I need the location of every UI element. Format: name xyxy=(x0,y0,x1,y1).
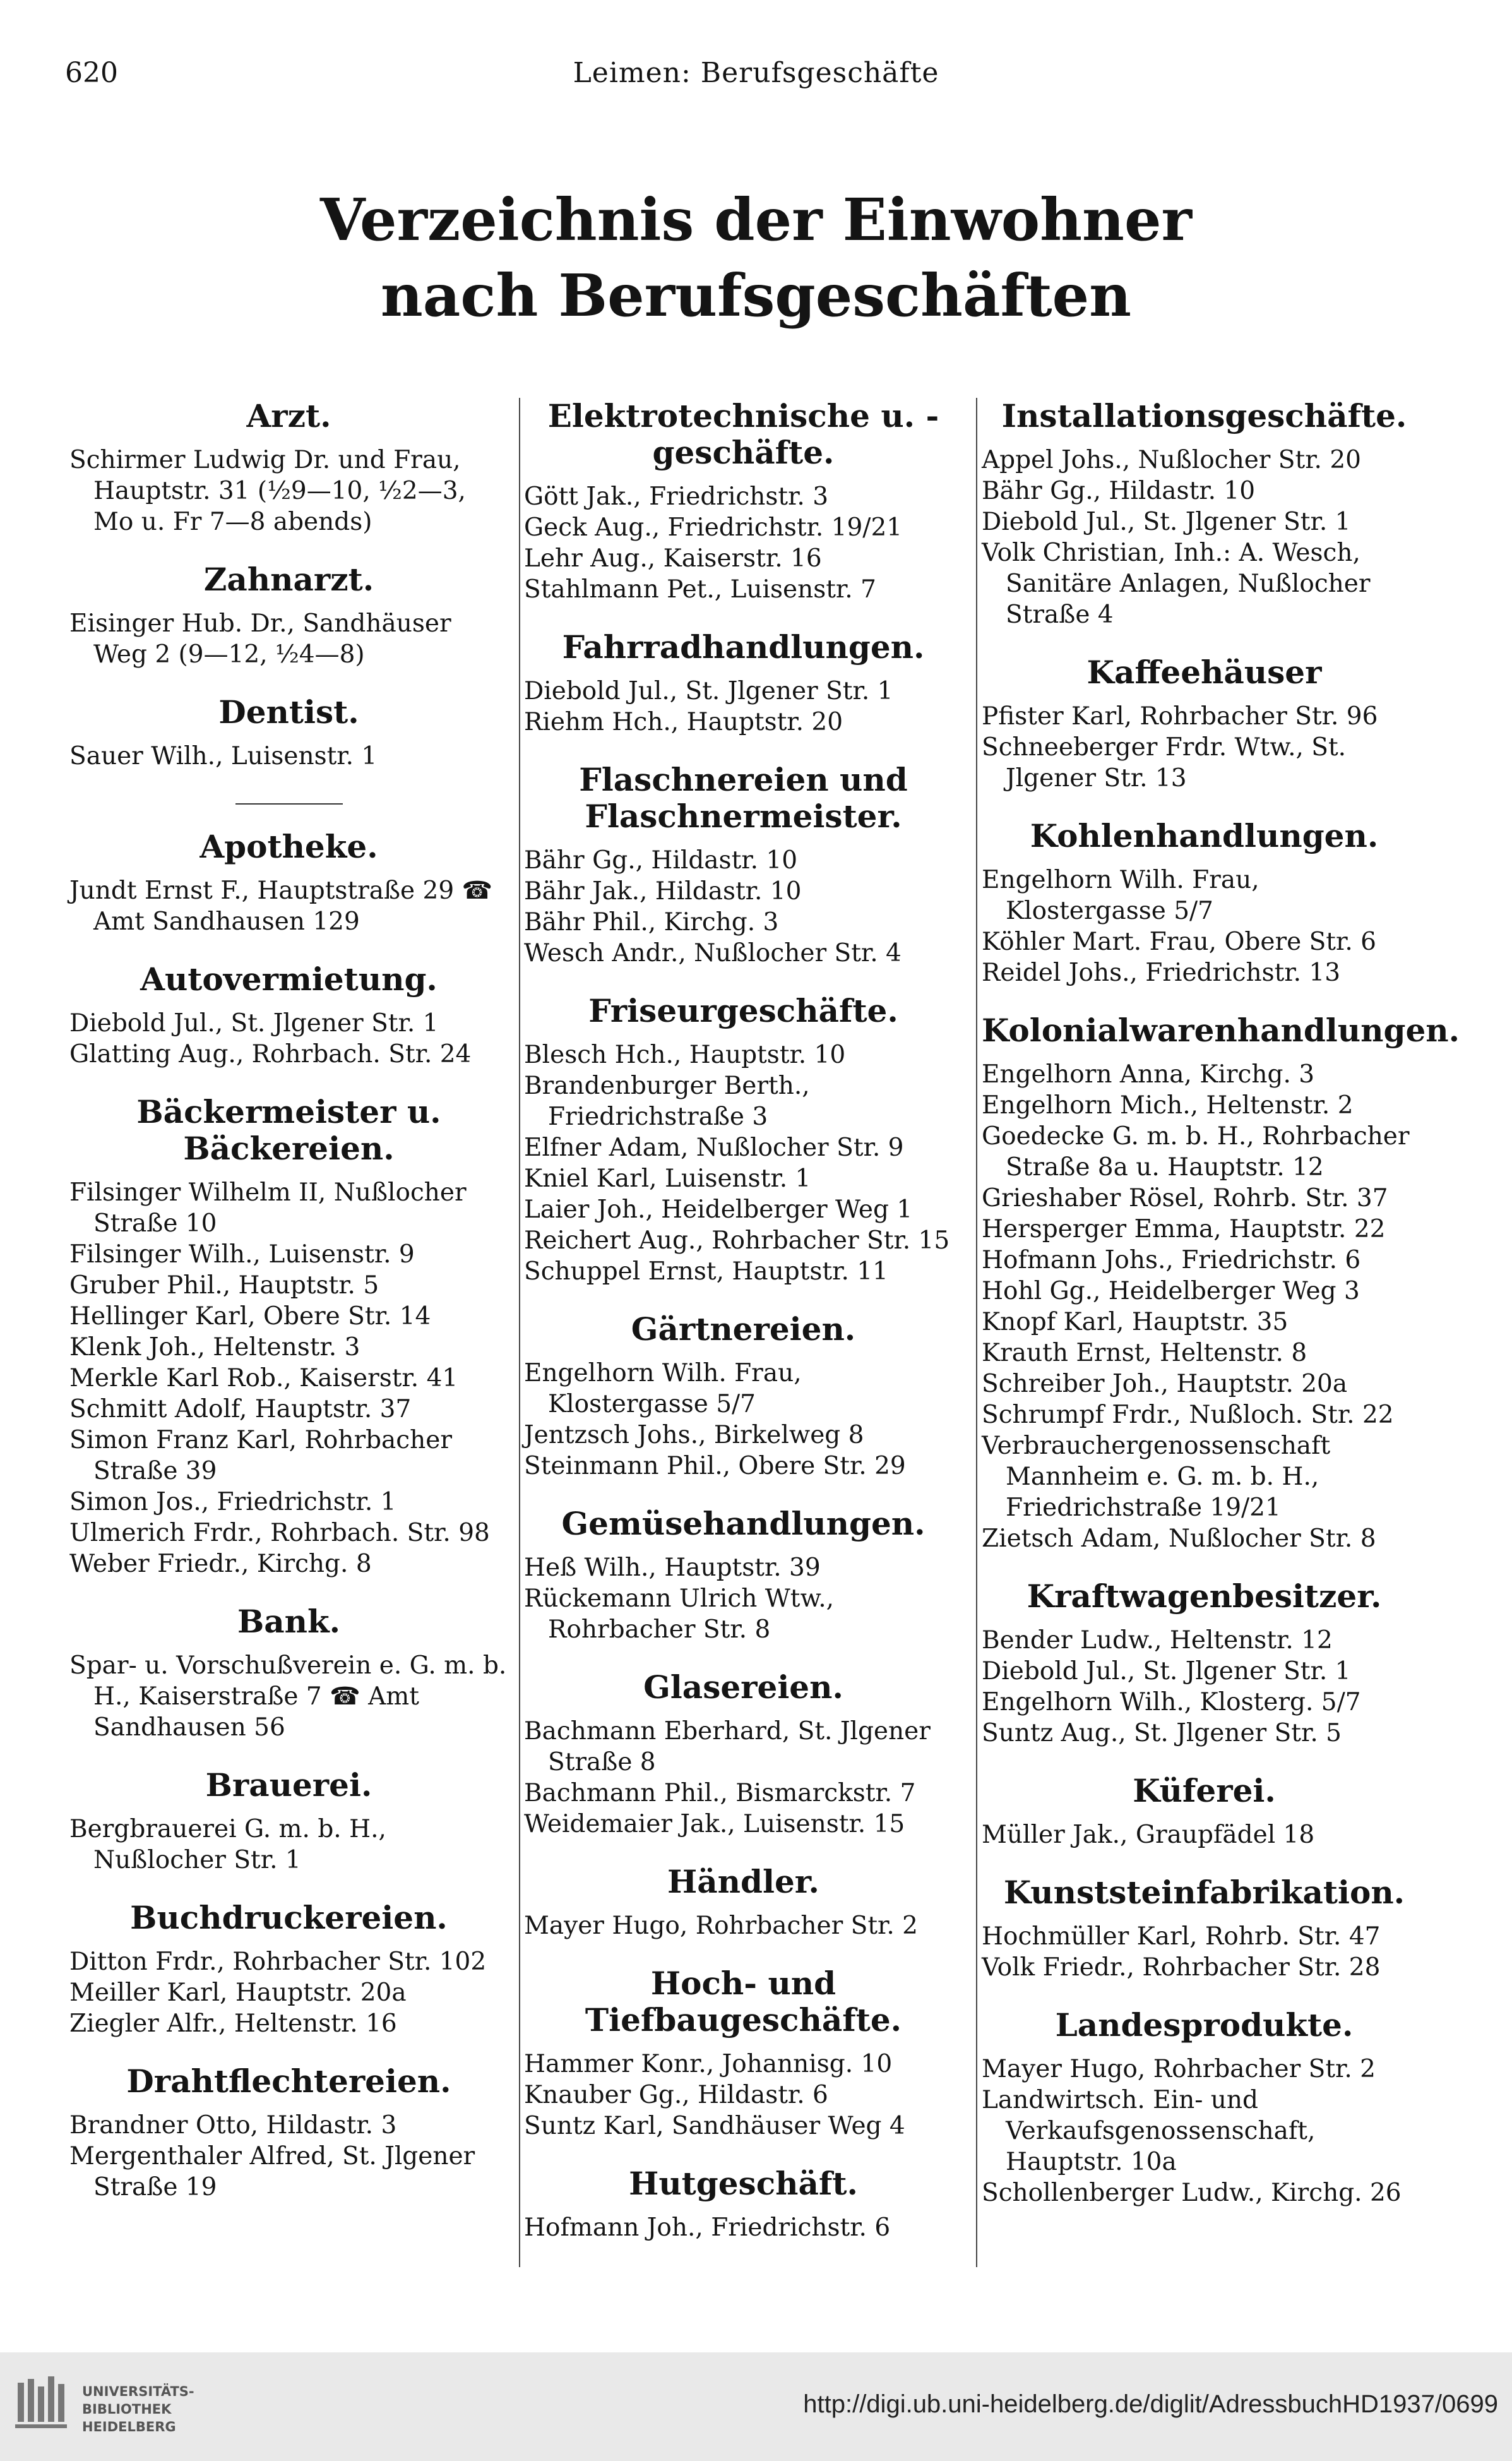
directory-entry: Engelhorn Wilh. Frau, Klostergasse 5/7 xyxy=(524,1359,802,1418)
directory-entry: Pfister Karl, Rohrbacher Str. 96 xyxy=(982,702,1378,731)
directory-entry: Rückemann Ulrich Wtw., Rohrbacher Str. 8 xyxy=(524,1584,835,1644)
directory-entry: Bähr Gg., Hildastr. 10 xyxy=(524,846,798,875)
directory-entry: Merkle Karl Rob., Kaiserstr. 41 xyxy=(69,1364,458,1392)
directory-entry: Bachmann Eberhard, St. Jlgener Straße 8 xyxy=(524,1717,931,1776)
section-heading: Flaschnereien und Flaschnermeister. xyxy=(579,761,908,835)
page-header xyxy=(0,57,1512,95)
directory-entry: Diebold Jul., St. Jlgener Str. 1 xyxy=(982,508,1351,536)
directory-entry: Appel Johs., Nußlocher Str. 20 xyxy=(982,446,1361,474)
directory-entry: Diebold Jul., St. Jlgener Str. 1 xyxy=(524,677,893,705)
directory-entry: Bähr Phil., Kirchg. 3 xyxy=(524,908,779,937)
section-heading: Drahtflechtereien. xyxy=(126,2063,451,2100)
logo-line: BIBLIOTHEK xyxy=(82,2402,172,2417)
section-heading: Gärtnereien. xyxy=(631,1310,856,1348)
directory-entry: Suntz Karl, Sandhäuser Weg 4 xyxy=(524,2112,905,2140)
library-logo-icon xyxy=(14,2374,71,2431)
directory-entry: Schmitt Adolf, Hauptstr. 37 xyxy=(69,1395,412,1423)
directory-entry: Klenk Joh., Heltenstr. 3 xyxy=(69,1333,360,1362)
logo-line: HEIDELBERG xyxy=(82,2419,176,2434)
directory-entry: Engelhorn Wilh. Frau, Klostergasse 5/7 xyxy=(982,866,1259,925)
directory-entry: Suntz Aug., St. Jlgener Str. 5 xyxy=(982,1719,1342,1747)
directory-entry: Ziegler Alfr., Heltenstr. 16 xyxy=(69,2009,397,2038)
directory-entry: Filsinger Wilh., Luisenstr. 9 xyxy=(69,1240,415,1269)
section-heading: Bank. xyxy=(237,1603,341,1640)
directory-entry: Spar- u. Vorschußverein e. G. m. b. H., Kaiserstraße 7 ☎ Amt Sandhausen 56 xyxy=(69,1651,507,1742)
directory-entry: Hersperger Emma, Hauptstr. 22 xyxy=(982,1215,1386,1243)
page-title-line-2: nach Berufsgeschäften xyxy=(380,261,1132,330)
section-heading: Glasereien. xyxy=(643,1668,843,1706)
directory-entry: Diebold Jul., St. Jlgener Str. 1 xyxy=(69,1009,439,1038)
directory-entry: Ditton Frdr., Rohrbacher Str. 102 xyxy=(69,1948,487,1976)
page-number: 620 xyxy=(65,57,118,89)
section-heading: Kunststeinfabrikation. xyxy=(1003,1874,1405,1911)
directory-entry: Bähr Jak., Hildastr. 10 xyxy=(524,877,802,906)
section-heading: Installationsgeschäfte. xyxy=(1001,397,1407,434)
section-heading: Kolonialwarenhandlungen. xyxy=(982,1012,1460,1049)
section-heading: Apotheke. xyxy=(199,828,378,865)
directory-entry: Mayer Hugo, Rohrbacher Str. 2 xyxy=(524,1912,918,1940)
directory-entry: Laier Joh., Heidelberger Weg 1 xyxy=(524,1195,913,1224)
directory-entry: Krauth Ernst, Heltenstr. 8 xyxy=(982,1339,1307,1367)
directory-entry: Engelhorn Wilh., Klosterg. 5/7 xyxy=(982,1688,1361,1716)
directory-entry: Gött Jak., Friedrichstr. 3 xyxy=(524,482,829,511)
directory-entry: Geck Aug., Friedrichstr. 19/21 xyxy=(524,513,903,542)
directory-entry: Reichert Aug., Rohrbacher Str. 15 xyxy=(524,1226,950,1255)
section-separator xyxy=(235,803,343,805)
section-heading: Buchdruckereien. xyxy=(130,1899,448,1936)
section-heading: Hutgeschäft. xyxy=(629,2165,858,2202)
directory-entry: Eisinger Hub. Dr., Sandhäuser Weg 2 (9—12, ½4—8) xyxy=(69,609,451,669)
directory-entry: Hammer Konr., Johannisg. 10 xyxy=(524,2050,893,2078)
directory-entry: Simon Franz Karl, Rohrbacher Straße 39 xyxy=(69,1426,452,1485)
directory-entry: Köhler Mart. Frau, Obere Str. 6 xyxy=(982,928,1376,956)
directory-entry: Knauber Gg., Hildastr. 6 xyxy=(524,2081,828,2109)
directory-entry: Schuppel Ernst, Hauptstr. 11 xyxy=(524,1257,888,1286)
directory-entry: Müller Jak., Graupfädel 18 xyxy=(982,1821,1315,1849)
directory-entry: Volk Friedr., Rohrbacher Str. 28 xyxy=(982,1953,1381,1982)
section-heading: Elektrotechnische u. -geschäfte. xyxy=(547,397,939,471)
directory-entry: Bachmann Phil., Bismarckstr. 7 xyxy=(524,1779,916,1807)
directory-entry: Mayer Hugo, Rohrbacher Str. 2 xyxy=(982,2055,1376,2083)
directory-entry: Lehr Aug., Kaiserstr. 16 xyxy=(524,544,822,573)
section-heading: Gemüsehandlungen. xyxy=(561,1505,926,1542)
directory-entry: Elfner Adam, Nußlocher Str. 9 xyxy=(524,1134,904,1162)
section-heading: Bäckermeister u. Bäckereien. xyxy=(136,1093,441,1167)
logo-line: UNIVERSITÄTS- xyxy=(82,2384,194,2399)
directory-entry: Schirmer Ludwig Dr. und Frau, Hauptstr. 31 (½9—10, ½2—3, Mo u. Fr 7—8 abends) xyxy=(69,446,466,536)
section-heading: Küferei. xyxy=(1133,1772,1276,1809)
directory-entry: Engelhorn Anna, Kirchg. 3 xyxy=(982,1060,1315,1089)
section-heading: Kraftwagenbesitzer. xyxy=(1027,1578,1382,1615)
directory-entry: Mergenthaler Alfred, St. Jlgener Straße 19 xyxy=(69,2142,475,2201)
directory-entry: Landwirtsch. Ein- und Verkaufsgenossenschaft, Hauptstr. 10a xyxy=(982,2086,1316,2176)
column-1 xyxy=(69,392,508,2286)
directory-entry: Bender Ludw., Heltenstr. 12 xyxy=(982,1626,1333,1655)
directory-entry: Weidemaier Jak., Luisenstr. 15 xyxy=(524,1810,905,1838)
directory-entry: Zietsch Adam, Nußlocher Str. 8 xyxy=(982,1524,1376,1553)
directory-entry: Bergbrauerei G. m. b. H., Nußlocher Str. 1 xyxy=(69,1815,386,1874)
directory-columns xyxy=(69,392,1460,2286)
directory-entry: Hellinger Karl, Obere Str. 14 xyxy=(69,1302,431,1331)
directory-entry: Hohl Gg., Heidelberger Weg 3 xyxy=(982,1277,1360,1305)
directory-entry: Diebold Jul., St. Jlgener Str. 1 xyxy=(982,1657,1351,1686)
column-2 xyxy=(524,392,963,2286)
directory-entry: Engelhorn Mich., Heltenstr. 2 xyxy=(982,1091,1354,1120)
directory-entry: Knopf Karl, Hauptstr. 35 xyxy=(982,1308,1289,1336)
directory-entry: Ulmerich Frdr., Rohrbach. Str. 98 xyxy=(69,1519,490,1547)
directory-entry: Volk Christian, Inh.: A. Wesch, Sanitäre Anlagen, Nußlocher Straße 4 xyxy=(982,539,1371,629)
directory-entry: Schollenberger Ludw., Kirchg. 26 xyxy=(982,2179,1402,2207)
directory-entry: Brandner Otto, Hildastr. 3 xyxy=(69,2111,397,2140)
section-heading: Autovermietung. xyxy=(140,961,438,998)
section-heading: Landesprodukte. xyxy=(1055,2006,1354,2044)
footer-bar xyxy=(0,2352,1512,2461)
section-heading: Brauerei. xyxy=(205,1766,372,1804)
source-url-link[interactable]: http://digi.ub.uni-heidelberg.de/diglit/AdressbuchHD1937/0699 xyxy=(803,2390,1498,2418)
directory-entry: Hochmüller Karl, Rohrb. Str. 47 xyxy=(982,1922,1381,1951)
directory-entry: Heß Wilh., Hauptstr. 39 xyxy=(524,1554,821,1582)
directory-entry: Glatting Aug., Rohrbach. Str. 24 xyxy=(69,1040,472,1069)
directory-entry: Gruber Phil., Hauptstr. 5 xyxy=(69,1271,379,1300)
directory-entry: Blesch Hch., Hauptstr. 10 xyxy=(524,1041,846,1069)
directory-entry: Simon Jos., Friedrichstr. 1 xyxy=(69,1488,396,1516)
directory-entry: Filsinger Wilhelm II, Nußlocher Straße 10 xyxy=(69,1178,467,1238)
directory-entry: Schreiber Joh., Hauptstr. 20a xyxy=(982,1370,1348,1398)
library-logo-text xyxy=(82,2383,194,2436)
directory-entry: Brandenburger Berth., Friedrichstraße 3 xyxy=(524,1072,810,1131)
directory-entry: Grieshaber Rösel, Rohrb. Str. 37 xyxy=(982,1184,1388,1213)
directory-entry: Hofmann Johs., Friedrichstr. 6 xyxy=(982,1246,1361,1274)
section-heading: Kohlenhandlungen. xyxy=(1030,817,1379,854)
section-heading: Arzt. xyxy=(246,397,331,434)
directory-entry: Verbrauchergenossenschaft Mannheim e. G. m. b. H., Friedrichstraße 19/21 xyxy=(982,1432,1331,1522)
section-heading: Händler. xyxy=(667,1863,819,1900)
directory-entry: Hofmann Joh., Friedrichstr. 6 xyxy=(524,2213,891,2242)
section-heading: Dentist. xyxy=(218,693,359,731)
directory-entry: Jundt Ernst F., Hauptstraße 29 ☎ Amt Sandhausen 129 xyxy=(69,877,493,936)
section-heading: Kaffeehäuser xyxy=(1086,654,1322,691)
section-heading: Hoch- und Tiefbaugeschäfte. xyxy=(585,1965,902,2039)
directory-entry: Kniel Karl, Luisenstr. 1 xyxy=(524,1165,811,1193)
directory-entry: Reidel Johs., Friedrichstr. 13 xyxy=(982,959,1341,987)
directory-entry: Meiller Karl, Hauptstr. 20a xyxy=(69,1979,407,2007)
section-heading: Friseurgeschäfte. xyxy=(588,992,898,1029)
directory-entry: Wesch Andr., Nußlocher Str. 4 xyxy=(524,939,902,967)
column-3 xyxy=(982,392,1460,2286)
directory-entry: Schrumpf Frdr., Nußloch. Str. 22 xyxy=(982,1401,1394,1429)
page-title-line-1: Verzeichnis der Einwohner xyxy=(320,186,1192,254)
directory-entry: Schneeberger Frdr. Wtw., St. Jlgener Str. 13 xyxy=(982,733,1347,793)
directory-entry: Goedecke G. m. b. H., Rohrbacher Straße 8a u. Hauptstr. 12 xyxy=(982,1122,1410,1182)
running-head: Leimen: Berufsgeschäfte xyxy=(573,57,939,89)
directory-entry: Stahlmann Pet., Luisenstr. 7 xyxy=(524,575,876,604)
section-heading: Zahnarzt. xyxy=(203,561,374,598)
directory-entry: Weber Friedr., Kirchg. 8 xyxy=(69,1550,372,1578)
directory-entry: Sauer Wilh., Luisenstr. 1 xyxy=(69,742,378,770)
section-heading: Fahrradhandlungen. xyxy=(562,628,925,666)
directory-entry: Bähr Gg., Hildastr. 10 xyxy=(982,477,1256,505)
directory-entry: Riehm Hch., Hauptstr. 20 xyxy=(524,708,843,736)
directory-entry: Steinmann Phil., Obere Str. 29 xyxy=(524,1452,906,1480)
directory-entry: Jentzsch Johs., Birkelweg 8 xyxy=(524,1421,864,1449)
